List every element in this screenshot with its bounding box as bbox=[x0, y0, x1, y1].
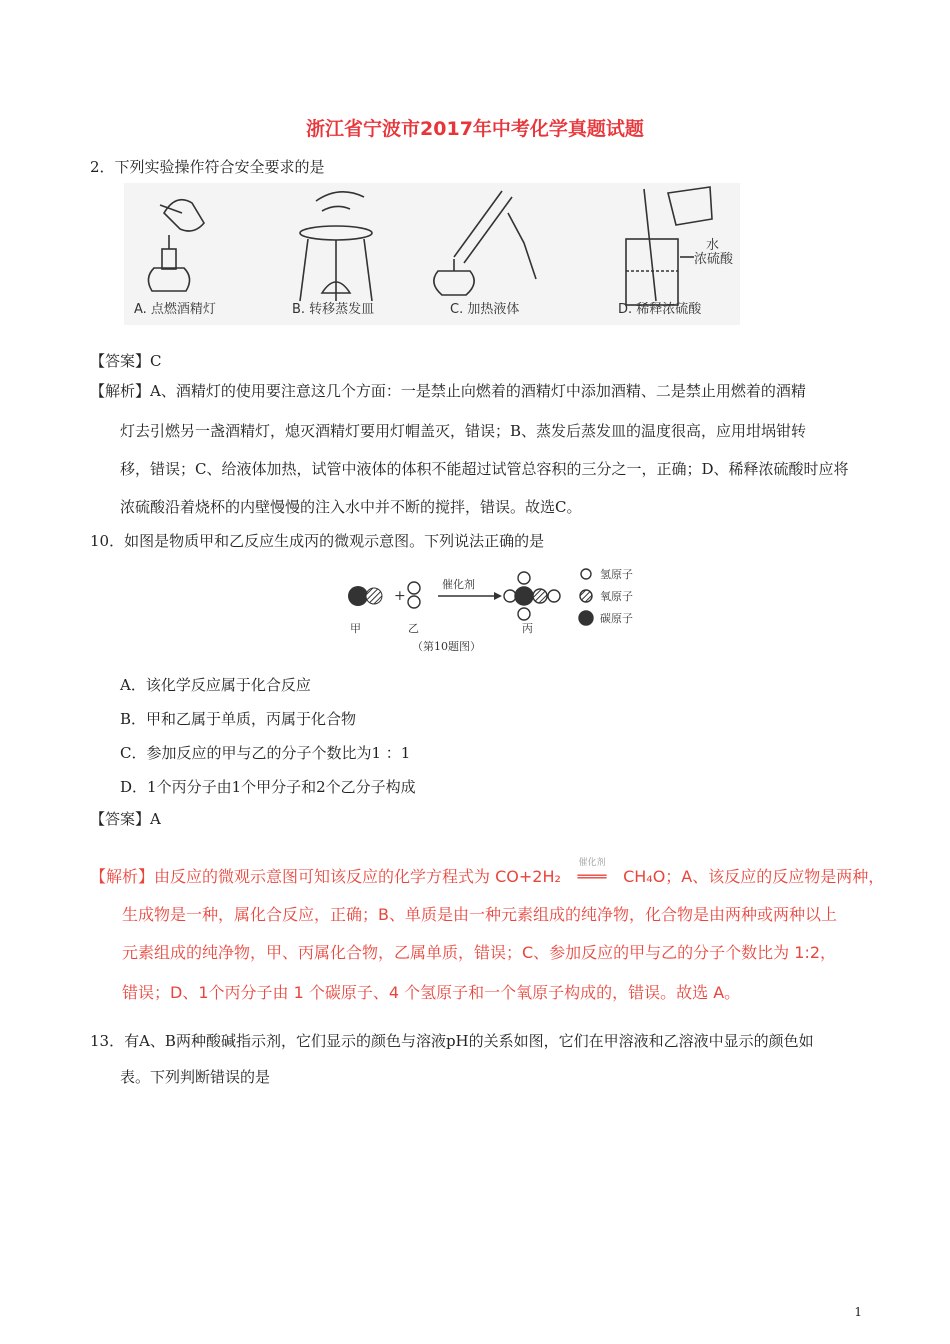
question-2-analysis-line-2: 灯去引燃另一盏酒精灯，熄灭酒精灯要用灯帽盖灭，错误；B、蒸发后蒸发皿的温度很高，应用坩埚钳转 bbox=[120, 422, 807, 440]
analysis-catalyst: 催化剂 bbox=[578, 858, 606, 868]
acid-label: 浓硫酸 bbox=[694, 252, 734, 267]
question-10-analysis-line-1 bbox=[90, 858, 885, 887]
molecule-jia bbox=[348, 586, 382, 606]
question-13-stem-line-1: 13．有A、B两种酸碱指示剂，它们显示的颜色与溶液pH的关系如图，它们在甲溶液和乙溶液中显示的颜色如 bbox=[90, 1032, 814, 1050]
question-10-analysis-line-3: 元素组成的纯净物，甲、丙属化合物，乙属单质，错误；C、参加反应的甲与乙的分子个数比为 1:2， bbox=[122, 943, 837, 962]
question-10-option-a: A．该化学反应属于化合反应 bbox=[120, 676, 311, 694]
plus-sign: + bbox=[394, 588, 406, 604]
question-10-option-b: B．甲和乙属于单质，丙属于化合物 bbox=[120, 710, 357, 728]
reaction-condition bbox=[570, 858, 614, 886]
label-bing: 丙 bbox=[522, 622, 533, 635]
figure-caption: （第10题图） bbox=[412, 640, 481, 653]
question-2-answer: 【答案】C bbox=[90, 352, 162, 370]
question-2-analysis-line-3: 移，错误；C、给液体加热，试管中液体的体积不能超过试管总容积的三分之一，正确；D、稀释浓硫酸时应将 bbox=[120, 460, 849, 478]
question-10-option-d: D．1个丙分子由1个甲分子和2个乙分子构成 bbox=[120, 778, 416, 796]
question-10-answer: 【答案】A bbox=[90, 810, 161, 828]
question-2-stem: 2．下列实验操作符合安全要求的是 bbox=[90, 158, 325, 176]
analysis-equation-left: 【解析】由反应的微观示意图可知该反应的化学方程式为 CO+2H₂ bbox=[90, 867, 561, 886]
option-c-label: C. 加热液体 bbox=[450, 302, 520, 317]
molecule-yi bbox=[408, 582, 420, 608]
question-10-option-c: C．参加反应的甲与乙的分子个数比为1 ：1 bbox=[120, 744, 411, 762]
legend bbox=[579, 569, 593, 625]
question-10-stem: 10．如图是物质甲和乙反应生成丙的微观示意图。下列说法正确的是 bbox=[90, 532, 545, 550]
label-jia: 甲 bbox=[350, 622, 361, 635]
option-b-label: B. 转移蒸发皿 bbox=[292, 302, 375, 317]
option-a-label: A. 点燃酒精灯 bbox=[134, 302, 216, 317]
analysis-equation-right: CH₄O；A、该反应的反应物是两种， bbox=[623, 867, 885, 886]
reaction-arrow bbox=[438, 592, 502, 600]
question-2-analysis-line-1: 【解析】A、酒精灯的使用要注意这几个方面：一是禁止向燃着的酒精灯中添加酒精、二是禁止用燃着的酒精 bbox=[90, 382, 806, 400]
question-10-analysis-line-2: 生成物是一种，属化合反应，正确；B、单质是由一种元素组成的纯净物，化合物是由两种或两种以上 bbox=[122, 905, 837, 924]
option-d-label: D. 稀释浓硫酸 bbox=[618, 302, 702, 317]
question-13-stem-line-2: 表。下列判断错误的是 bbox=[120, 1068, 271, 1086]
legend-carbon: 碳原子 bbox=[600, 612, 633, 625]
analysis-equals: ═══ bbox=[577, 867, 607, 886]
water-label: 水 bbox=[706, 238, 720, 253]
legend-hydrogen: 氢原子 bbox=[600, 568, 633, 581]
question-10-analysis-line-4: 错误；D、1个丙分子由 1 个碳原子、4 个氢原子和一个氧原子构成的，错误。故选 A。 bbox=[122, 983, 741, 1002]
molecule-bing bbox=[504, 572, 560, 620]
page-title: 浙江省宁波市2017年中考化学真题试题 bbox=[306, 118, 644, 140]
question-2-figure bbox=[124, 183, 740, 325]
label-yi: 乙 bbox=[408, 622, 419, 635]
page-number: 1 bbox=[854, 1305, 862, 1319]
legend-oxygen: 氧原子 bbox=[600, 590, 633, 603]
catalyst-label: 催化剂 bbox=[442, 578, 475, 591]
question-10-figure bbox=[338, 560, 644, 656]
question-2-analysis-line-4: 浓硫酸沿着烧杯的内壁慢慢的注入水中并不断的搅拌，错误。故选C。 bbox=[120, 498, 582, 516]
